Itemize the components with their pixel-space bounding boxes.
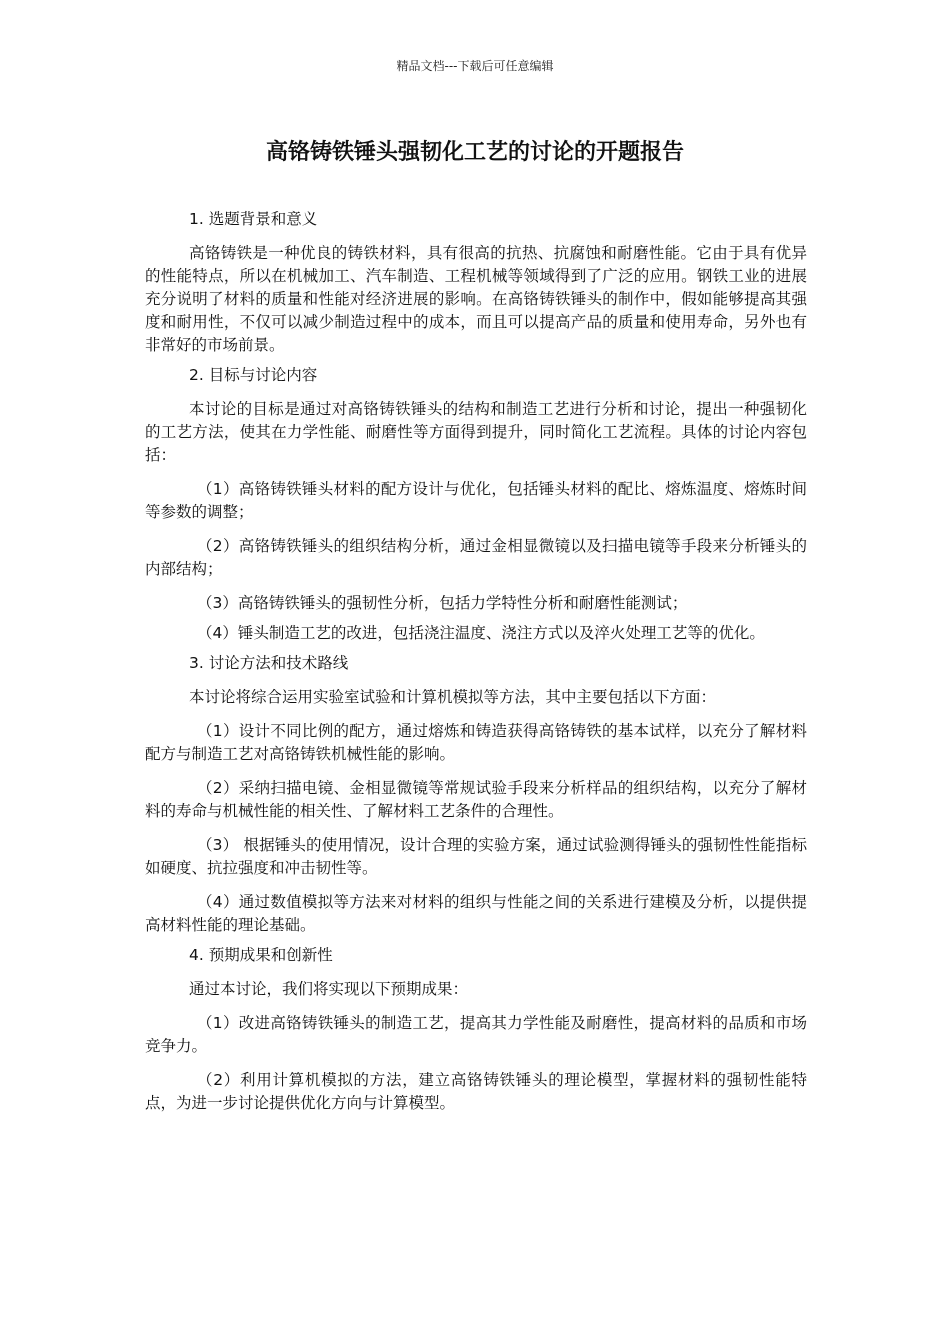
list-item: （1）设计不同比例的配方，通过熔炼和铸造获得高铬铸铁的基本试样，以充分了解材料配方与制造工艺对高铬铸铁机械性能的影响。 xyxy=(145,722,807,763)
section-heading: 2. 目标与讨论内容 xyxy=(189,366,318,384)
list-item: （1）改进高铬铸铁锤头的制造工艺，提高其力学性能及耐磨性，提高材料的品质和市场竞争力。 xyxy=(145,1014,807,1055)
section-heading: 4. 预期成果和创新性 xyxy=(189,946,333,964)
document-body xyxy=(145,208,807,1122)
list-item: （1）高铬铸铁锤头材料的配方设计与优化，包括锤头材料的配比、熔炼温度、熔炼时间等参数的调整； xyxy=(145,480,807,521)
list-item: （4）锤头制造工艺的改进，包括浇注温度、浇注方式以及淬火处理工艺等的优化。 xyxy=(197,624,765,642)
page-header: 精品文档---下载后可任意编辑 xyxy=(396,59,554,73)
section-heading: 1. 选题背景和意义 xyxy=(189,210,318,228)
list-item: （2）高铬铸铁锤头的组织结构分析，通过金相显微镜以及扫描电镜等手段来分析锤头的内部结构； xyxy=(145,537,807,578)
document-title: 高铬铸铁锤头强韧化工艺的讨论的开题报告 xyxy=(265,140,684,165)
paragraph: 本讨论的目标是通过对高铬铸铁锤头的结构和制造工艺进行分析和讨论，提出一种强韧化的工艺方法，使其在力学性能、耐磨性等方面得到提升，同时简化工艺流程。具体的讨论内容包括： xyxy=(145,400,807,464)
list-item: （2）利用计算机模拟的方法，建立高铬铸铁锤头的理论模型，掌握材料的强韧性能特点，为进一步讨论提供优化方向与计算模型。 xyxy=(145,1071,807,1112)
list-item: （3）高铬铸铁锤头的强韧性分析，包括力学特性分析和耐磨性能测试； xyxy=(197,594,688,612)
list-item: （4）通过数值模拟等方法来对材料的组织与性能之间的关系进行建模及分析，以提供提高材料性能的理论基础。 xyxy=(145,893,807,934)
paragraph: 通过本讨论，我们将实现以下预期成果： xyxy=(189,980,469,998)
section-heading: 3. 讨论方法和技术路线 xyxy=(189,654,349,672)
list-item: （2）采纳扫描电镜、金相显微镜等常规试验手段来分析样品的组织结构，以充分了解材料的寿命与机械性能的相关性、了解材料工艺条件的合理性。 xyxy=(145,779,807,820)
paragraph: 本讨论将综合运用实验室试验和计算机模拟等方法，其中主要包括以下方面： xyxy=(189,688,717,706)
list-item: （3） 根据锤头的使用情况，设计合理的实验方案，通过试验测得锤头的强韧性性能指标如硬度、抗拉强度和冲击韧性等。 xyxy=(145,836,807,877)
paragraph: 高铬铸铁是一种优良的铸铁材料，具有很高的抗热、抗腐蚀和耐磨性能。它由于具有优异的性能特点，所以在机械加工、汽车制造、工程机械等领域得到了广泛的应用。钢铁工业的进展充分说明了材料的质量和性能对经济进展的影响。在高铬铸铁锤头的制作中，假如能够提高其强度和耐用性，不仅可以减少制造过程中的成本，而且可以提高产品的质量和使用寿命，另外也有非常好的市场前景。 xyxy=(145,244,807,354)
